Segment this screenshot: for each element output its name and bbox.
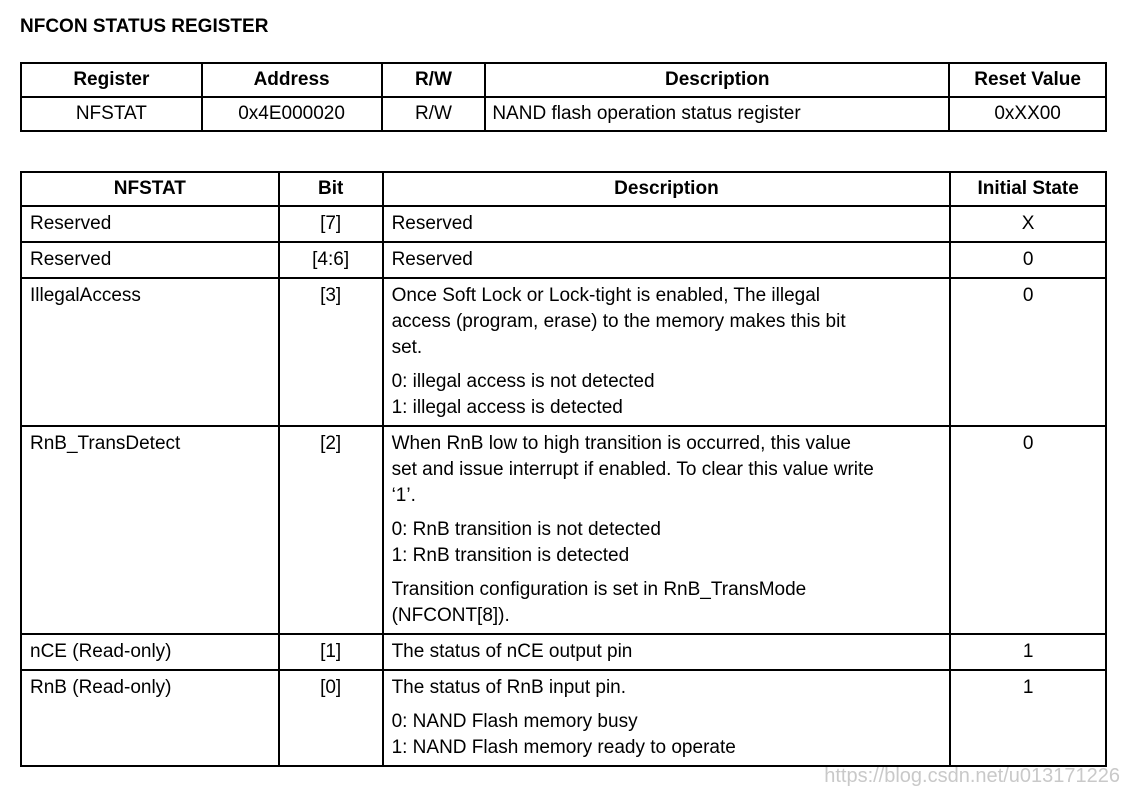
register-address: 0x4E000020 [202, 97, 382, 131]
description-line: ‘1’. [391, 485, 416, 506]
description-paragraph [392, 369, 942, 421]
field-name: RnB (Read-only) [21, 670, 279, 766]
description-line: The status of nCE output pin [391, 641, 633, 662]
description-paragraph [392, 211, 942, 237]
field-name: IllegalAccess [21, 278, 279, 426]
table-row [21, 670, 1106, 766]
bit-range: [0] [279, 670, 383, 766]
watermark: https://blog.csdn.net/u013171226 [824, 765, 1120, 787]
description-paragraph [392, 709, 942, 761]
description-paragraph [392, 639, 942, 665]
description-line: 0: NAND Flash memory busy [391, 711, 638, 732]
header-description: Description [383, 172, 951, 206]
description-line: set and issue interrupt if enabled. To clear this value write [391, 459, 874, 480]
register-rw: R/W [382, 97, 486, 131]
header-reset-value: Reset Value [949, 63, 1106, 97]
description-line: Once Soft Lock or Lock-tight is enabled, The illegal [391, 285, 821, 306]
description-line: 1: RnB transition is detected [391, 545, 630, 566]
initial-state: 0 [950, 278, 1106, 426]
field-description [383, 634, 951, 670]
description-line: The status of RnB input pin. [391, 677, 627, 698]
field-description [383, 242, 951, 278]
field-name: nCE (Read-only) [21, 634, 279, 670]
header-description: Description [485, 63, 949, 97]
header-rw: R/W [382, 63, 486, 97]
description-paragraph [392, 577, 942, 629]
header-initial-state: Initial State [950, 172, 1106, 206]
field-description [383, 670, 951, 766]
bit-field-table [20, 171, 1107, 767]
description-line: Reserved [391, 249, 473, 270]
field-name: Reserved [21, 206, 279, 242]
field-name: Reserved [21, 242, 279, 278]
table-row [21, 426, 1106, 634]
bit-range: [2] [279, 426, 383, 634]
table-row [21, 242, 1106, 278]
header-bit: Bit [279, 172, 383, 206]
register-table-header [21, 63, 1106, 97]
initial-state: X [950, 206, 1106, 242]
description-line: 1: illegal access is detected [391, 397, 623, 418]
field-name: RnB_TransDetect [21, 426, 279, 634]
description-line: When RnB low to high transition is occurred, this value [391, 433, 851, 454]
field-description [383, 278, 951, 426]
field-description [383, 206, 951, 242]
register-row [21, 97, 1106, 131]
description-line: 1: NAND Flash memory ready to operate [391, 737, 736, 758]
header-address: Address [202, 63, 382, 97]
description-paragraph [392, 431, 942, 509]
initial-state: 0 [950, 426, 1106, 634]
field-description [383, 426, 951, 634]
register-reset-value: 0xXX00 [949, 97, 1106, 131]
description-paragraph [392, 517, 942, 569]
initial-state: 1 [950, 634, 1106, 670]
header-nfstat: NFSTAT [21, 172, 279, 206]
register-name: NFSTAT [21, 97, 202, 131]
description-line: (NFCONT[8]). [391, 605, 510, 626]
description-line: set. [391, 337, 423, 358]
table-row [21, 278, 1106, 426]
bit-range: [4:6] [279, 242, 383, 278]
initial-state: 0 [950, 242, 1106, 278]
description-paragraph [392, 675, 942, 701]
bit-range: [1] [279, 634, 383, 670]
table-row [21, 206, 1106, 242]
description-line: Reserved [391, 213, 473, 234]
bit-table-header [21, 172, 1106, 206]
header-register: Register [21, 63, 202, 97]
description-paragraph [392, 283, 942, 361]
bit-range: [3] [279, 278, 383, 426]
section-title: NFCON STATUS REGISTER [20, 16, 269, 37]
description-paragraph [392, 247, 942, 273]
table-row [21, 634, 1106, 670]
description-line: 0: RnB transition is not detected [391, 519, 661, 540]
register-summary-table [20, 62, 1107, 132]
description-line: Transition configuration is set in RnB_TransMode [391, 579, 807, 600]
register-description: NAND flash operation status register [485, 97, 949, 131]
bit-range: [7] [279, 206, 383, 242]
initial-state: 1 [950, 670, 1106, 766]
description-line: access (program, erase) to the memory makes this bit [391, 311, 846, 332]
description-line: 0: illegal access is not detected [391, 371, 655, 392]
